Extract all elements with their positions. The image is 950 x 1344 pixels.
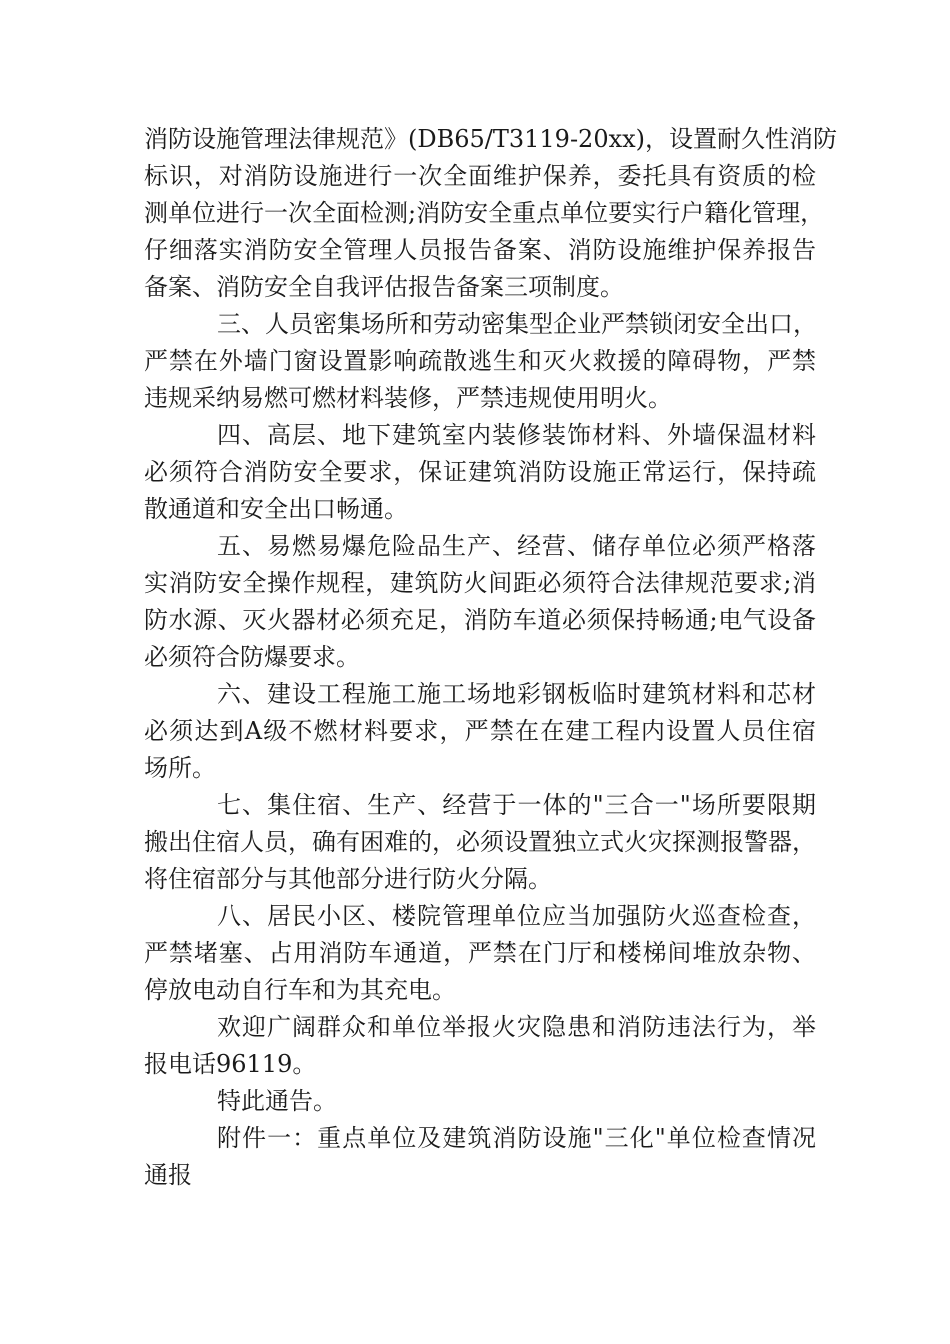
text-line: 严禁在外墙门窗设置影响疏散逃生和灭火救援的障碍物，严禁 (144, 347, 816, 375)
text-line: 严禁堵塞、占用消防车通道，严禁在门厅和楼梯间堆放杂物、 (144, 939, 816, 967)
text-line: 必须符合消防安全要求，保证建筑消防设施正常运行，保持疏 (144, 458, 816, 486)
text-line: 八、居民小区、楼院管理单位应当加强防火巡查检查， (217, 902, 816, 930)
text-line: 四、高层、地下建筑室内装修装饰材料、外墙保温材料 (217, 421, 816, 449)
text-line: 搬出住宿人员，确有困难的，必须设置独立式火灾探测报警器， (144, 828, 816, 856)
document-body (144, 121, 838, 1194)
text-line: 六、建设工程施工施工场地彩钢板临时建筑材料和芯材 (217, 680, 816, 708)
text-line: 违规采纳易燃可燃材料装修，严禁违规使用明火。 (144, 384, 672, 412)
text-line: 标识，对消防设施进行一次全面维护保养，委托具有资质的检 (144, 162, 816, 190)
text-line: 必须达到A级不燃材料要求，严禁在在建工程内设置人员住宿 (144, 717, 816, 745)
text-line: 仔细落实消防安全管理人员报告备案、消防设施维护保养报告 (144, 236, 816, 264)
text-line: 报电话96119。 (144, 1050, 317, 1078)
text-line: 将住宿部分与其他部分进行防火分隔。 (144, 865, 552, 893)
text-line: 测单位进行一次全面检测;消防安全重点单位要实行户籍化管理， (144, 199, 825, 227)
text-line: 散通道和安全出口畅通。 (144, 495, 408, 523)
text-line: 欢迎广阔群众和单位举报火灾隐患和消防违法行为，举 (217, 1013, 816, 1041)
text-line: 防水源、灭火器材必须充足，消防车道必须保持畅通;电气设备 (144, 606, 816, 634)
text-line: 实消防安全操作规程，建筑防火间距必须符合法律规范要求;消 (144, 569, 816, 597)
text-line: 消防设施管理法律规范》(DB65/T3119-20xx)，设置耐久性消防 (144, 125, 838, 153)
text-line: 五、易燃易爆危险品生产、经营、储存单位必须严格落 (217, 532, 816, 560)
text-line: 七、集住宿、生产、经营于一体的"三合一"场所要限期 (217, 791, 816, 819)
text-line: 必须符合防爆要求。 (144, 643, 360, 671)
text-line: 停放电动自行车和为其充电。 (144, 976, 456, 1004)
text-line: 特此通告。 (217, 1087, 337, 1115)
text-line: 备案、消防安全自我评估报告备案三项制度。 (144, 273, 624, 301)
text-line: 场所。 (144, 754, 216, 782)
text-line: 通报 (144, 1161, 192, 1189)
text-line: 附件一：重点单位及建筑消防设施"三化"单位检查情况 (217, 1124, 816, 1152)
text-line: 三、人员密集场所和劳动密集型企业严禁锁闭安全出口， (217, 310, 817, 338)
